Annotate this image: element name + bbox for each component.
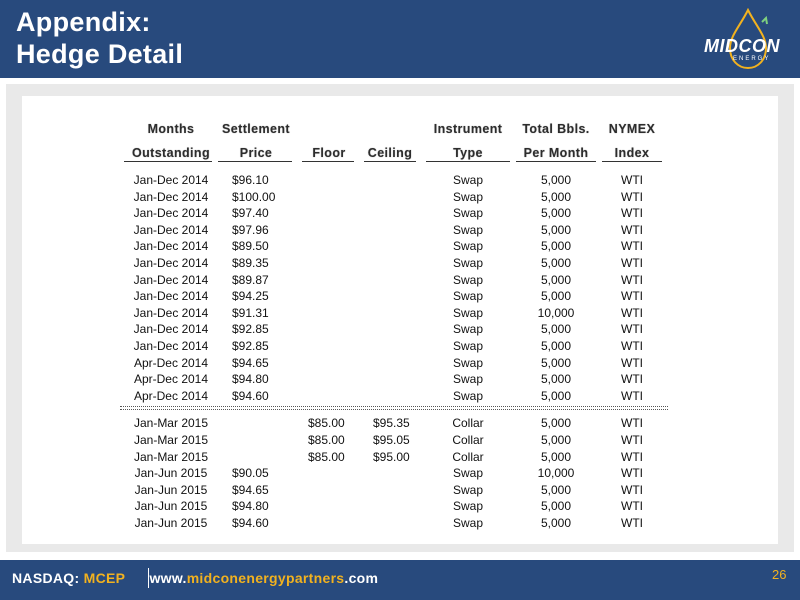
cell-index: WTI [621, 305, 643, 320]
cell-months: Jan-Dec 2014 [133, 206, 209, 221]
cell-price: $94.65 [232, 482, 269, 497]
cell-bbls: 5,000 [540, 416, 572, 431]
cell-bbls: 5,000 [540, 222, 572, 237]
header-underline-floor [302, 161, 354, 162]
footer-text [12, 570, 378, 586]
table-row [0, 272, 800, 288]
table-row [0, 255, 800, 271]
table-row [0, 449, 800, 465]
table-row [0, 515, 800, 531]
cell-price: $100.00 [232, 189, 276, 204]
cell-index: WTI [621, 256, 643, 270]
cell-type: Collar [452, 449, 484, 464]
cell-index: WTI [621, 206, 643, 221]
cell-type: Swap [452, 206, 484, 221]
cell-price: $90.05 [232, 466, 269, 481]
cell-months: Jan-Jun 2015 [134, 516, 208, 530]
table-row [0, 288, 800, 304]
cell-bbls: 5,000 [540, 322, 572, 337]
cell-price: $89.87 [232, 272, 269, 287]
cell-months: Jan-Dec 2014 [133, 272, 209, 287]
cell-price: $92.85 [232, 339, 269, 353]
header-type: Type [453, 146, 483, 160]
cell-type: Collar [452, 416, 484, 431]
cell-months: Jan-Jun 2015 [134, 482, 208, 497]
cell-months: Apr-Dec 2014 [133, 372, 209, 387]
cell-type: Swap [452, 355, 484, 370]
cell-index: WTI [621, 322, 643, 337]
header-outstanding: Outstanding [131, 146, 210, 160]
cell-floor: $85.00 [308, 416, 345, 431]
table-row [0, 355, 800, 371]
table-row [0, 338, 800, 354]
header-index: Index [614, 146, 650, 160]
header-underline-price [218, 161, 292, 162]
header-bar [0, 0, 800, 78]
cell-type: Swap [452, 239, 484, 254]
cell-index: WTI [621, 449, 643, 464]
cell-type: Swap [452, 289, 484, 304]
cell-price: $96.10 [232, 173, 269, 187]
cell-bbls: 5,000 [540, 482, 572, 497]
cell-price: $91.31 [232, 305, 269, 320]
cell-index: WTI [621, 339, 643, 353]
cell-bbls: 5,000 [540, 516, 572, 530]
cell-price: $89.35 [232, 256, 269, 270]
cell-months: Jan-Dec 2014 [133, 239, 209, 254]
cell-months: Jan-Dec 2014 [133, 339, 209, 353]
cell-type: Swap [452, 339, 484, 353]
cell-price: $94.80 [232, 499, 269, 514]
header-per-month: Per Month [523, 146, 589, 160]
cell-months: Jan-Dec 2014 [133, 173, 209, 187]
header-instrument: Instrument [433, 122, 503, 136]
cell-index: WTI [621, 239, 643, 254]
cell-price: $97.40 [232, 206, 269, 221]
cell-index: WTI [621, 433, 643, 447]
table-row [0, 305, 800, 321]
header-total-bbls: Total Bbls. [522, 122, 590, 136]
cell-index: WTI [621, 355, 643, 370]
cell-type: Collar [452, 433, 484, 447]
cell-index: WTI [621, 222, 643, 237]
cell-index: WTI [621, 516, 643, 530]
cell-type: Swap [452, 222, 484, 237]
header-ceiling: Ceiling [367, 146, 413, 160]
header-underline-bbls [516, 161, 596, 162]
footer-divider [148, 568, 149, 588]
cell-months: Apr-Dec 2014 [133, 355, 209, 370]
table-row [0, 172, 800, 188]
cell-type: Swap [452, 322, 484, 337]
cell-months: Jan-Dec 2014 [133, 222, 209, 237]
cell-type: Swap [452, 372, 484, 387]
cell-index: WTI [621, 272, 643, 287]
cell-type: Swap [452, 482, 484, 497]
cell-bbls: 5,000 [540, 372, 572, 387]
cell-months: Jan-Dec 2014 [133, 305, 209, 320]
cell-index: WTI [621, 173, 643, 187]
cell-price: $94.60 [232, 516, 269, 530]
header-underline-months [124, 161, 212, 162]
table-row [0, 388, 800, 404]
cell-index: WTI [621, 189, 643, 204]
cell-months: Jan-Dec 2014 [133, 256, 209, 270]
cell-months: Jan-Mar 2015 [133, 433, 209, 447]
cell-bbls: 5,000 [540, 289, 572, 304]
cell-index: WTI [621, 466, 643, 481]
cell-floor: $85.00 [308, 433, 345, 447]
header-underline-index [602, 161, 662, 162]
table-row [0, 482, 800, 498]
header-underline-type [426, 161, 510, 162]
header-underline-ceiling [364, 161, 416, 162]
cell-price: $92.85 [232, 322, 269, 337]
cell-type: Swap [452, 499, 484, 514]
cell-bbls: 5,000 [540, 173, 572, 187]
cell-index: WTI [621, 289, 643, 304]
cell-months: Jan-Mar 2015 [133, 449, 209, 464]
table-row [0, 222, 800, 238]
cell-type: Swap [452, 388, 484, 403]
page-number: 26 [772, 567, 787, 582]
cell-floor: $85.00 [308, 449, 345, 464]
title-line-2: Hedge Detail [16, 39, 184, 69]
cell-months: Jan-Dec 2014 [133, 189, 209, 204]
cell-months: Jan-Jun 2015 [134, 499, 208, 514]
cell-price: $94.65 [232, 355, 269, 370]
header-floor: Floor [312, 146, 346, 160]
cell-index: WTI [621, 482, 643, 497]
cell-type: Swap [452, 466, 484, 481]
website-link[interactable]: www.midconenergypartners.com [149, 570, 379, 586]
cell-bbls: 5,000 [540, 449, 572, 464]
table-row [0, 238, 800, 254]
cell-months: Apr-Dec 2014 [133, 388, 209, 403]
cell-ceiling: $95.00 [373, 449, 410, 464]
cell-bbls: 5,000 [540, 189, 572, 204]
cell-months: Jan-Jun 2015 [134, 466, 208, 481]
cell-bbls: 10,000 [537, 466, 575, 481]
cell-bbls: 5,000 [540, 239, 572, 254]
cell-bbls: 10,000 [537, 305, 575, 320]
table-row [0, 415, 800, 431]
cell-type: Swap [452, 189, 484, 204]
cell-ceiling: $95.05 [373, 433, 410, 447]
table-row [0, 189, 800, 205]
cell-type: Swap [452, 256, 484, 270]
cell-months: Jan-Mar 2015 [133, 416, 209, 431]
table-row [0, 371, 800, 387]
cell-months: Jan-Dec 2014 [133, 322, 209, 337]
cell-price: $94.60 [232, 388, 269, 403]
cell-type: Swap [452, 173, 484, 187]
cell-price: $97.96 [232, 222, 269, 237]
cell-bbls: 5,000 [540, 388, 572, 403]
table-row [0, 498, 800, 514]
cell-bbls: 5,000 [540, 433, 572, 447]
table-row [0, 465, 800, 481]
cell-bbls: 5,000 [540, 206, 572, 221]
table-row [0, 321, 800, 337]
cell-type: Swap [452, 305, 484, 320]
header-months: Months [147, 122, 195, 136]
cell-price: $94.80 [232, 372, 269, 387]
header-price: Price [239, 146, 273, 160]
cell-bbls: 5,000 [540, 499, 572, 514]
header-settlement: Settlement [222, 122, 290, 136]
nasdaq-label: NASDAQ: [12, 570, 84, 586]
cell-index: WTI [621, 388, 643, 403]
cell-bbls: 5,000 [540, 272, 572, 287]
cell-type: Swap [452, 272, 484, 287]
cell-bbls: 5,000 [540, 339, 572, 353]
cell-type: Swap [452, 516, 484, 530]
cell-bbls: 5,000 [540, 256, 572, 270]
table-row [0, 432, 800, 448]
cell-index: WTI [621, 499, 643, 514]
logo-subtext: ENERGY [733, 56, 771, 62]
table-separator [120, 406, 668, 410]
cell-price: $94.25 [232, 289, 269, 304]
logo-wordmark: MIDCON [704, 36, 780, 56]
ticker-symbol: MCEP [83, 570, 126, 586]
page-title [16, 6, 183, 70]
cell-ceiling: $95.35 [373, 416, 410, 431]
header-nymex: NYMEX [608, 122, 656, 136]
cell-price: $89.50 [232, 239, 269, 254]
cell-index: WTI [621, 372, 643, 387]
cell-bbls: 5,000 [540, 355, 572, 370]
cell-months: Jan-Dec 2014 [133, 289, 209, 304]
title-line-1: Appendix: [16, 7, 151, 37]
cell-index: WTI [621, 416, 643, 431]
table-row [0, 205, 800, 221]
